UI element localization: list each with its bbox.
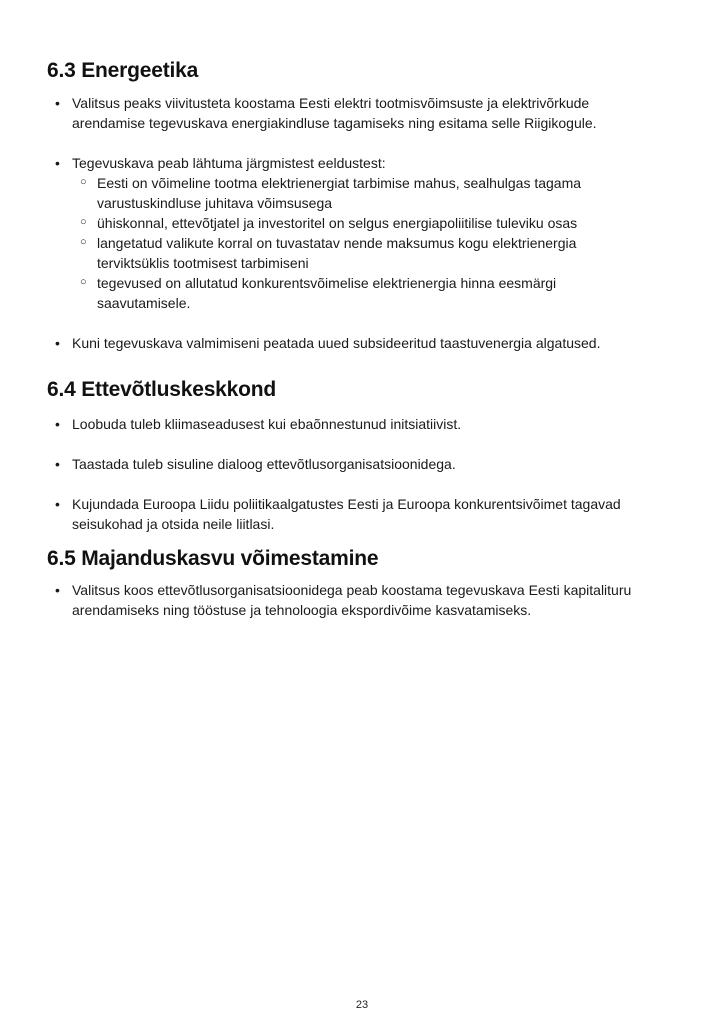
section-heading-majanduskasvu: 6.5 Majanduskasvu võimestamine xyxy=(47,547,379,570)
page-number: 23 xyxy=(355,999,369,1011)
section-heading-energeetika: 6.3 Energeetika xyxy=(47,59,199,82)
circle-bullet-icon: ○ xyxy=(80,216,87,228)
list-item: • Valitsus peaks viivitusteta koostama Eesti elektri tootmisvõimsuste ja elektrivõrkude arendamise tegevuskava energiakindluse tagamiseks ning esitama selle Riigikogule. xyxy=(55,95,597,131)
circle-bullet-icon: ○ xyxy=(80,276,87,288)
bullet-icon: • xyxy=(55,335,60,351)
list-item: • Loobuda tuleb kliimaseadusest kui ebaõnnestunud initsiatiivist. xyxy=(55,416,462,432)
list-item: • Kuni tegevuskava valmimiseni peatada uued subsideeritud taastuvenergia algatused. xyxy=(55,335,601,351)
list-item: • Kujundada Euroopa Liidu poliitikaalgatustes Eesti ja Euroopa konkurentsivõimet tagavad seisukohad ja otsida neile liitlasi. xyxy=(55,496,621,532)
list-item: • Tegevuskava peab lähtuma järgmistest eeldustest: xyxy=(55,155,386,171)
sub-list-item: ○ langetatud valikute korral on tuvastatav nende maksumus kogu elektrienergia terviktsüklis tootmisest tarbimiseni xyxy=(97,233,576,273)
sub-list-item: ○ Eesti on võimeline tootma elektrienergiat tarbimise mahus, sealhulgas tagama varustuskindluse juhitava võimsusega xyxy=(97,173,581,213)
bullet-icon: • xyxy=(55,95,60,111)
sub-list-item: ○ ühiskonnal, ettevõtjatel ja investoritel on selgus energiapoliitilise tuleviku osas xyxy=(97,213,577,233)
circle-bullet-icon: ○ xyxy=(80,176,87,188)
bullet-icon: • xyxy=(55,416,60,432)
bullet-icon: • xyxy=(55,155,60,171)
bullet-icon: • xyxy=(55,496,60,512)
list-item: • Valitsus koos ettevõtlusorganisatsioonidega peab koostama tegevuskava Eesti kapitalituru arendamiseks ning tööstuse ja tehnoloogia ekspordivõime kasvatamiseks. xyxy=(55,582,632,618)
section-heading-ettevotluskeskkond: 6.4 Ettevõtluskeskkond xyxy=(47,378,277,401)
bullet-icon: • xyxy=(55,582,60,598)
bullet-icon: • xyxy=(55,456,60,472)
list-item: • Taastada tuleb sisuline dialoog ettevõtlusorganisatsioonidega. xyxy=(55,456,456,472)
sub-list-item: ○ tegevused on allutatud konkurentsvõimelise elektrienergia hinna eesmärgi saavutamisele. xyxy=(97,273,556,313)
circle-bullet-icon: ○ xyxy=(80,236,87,248)
